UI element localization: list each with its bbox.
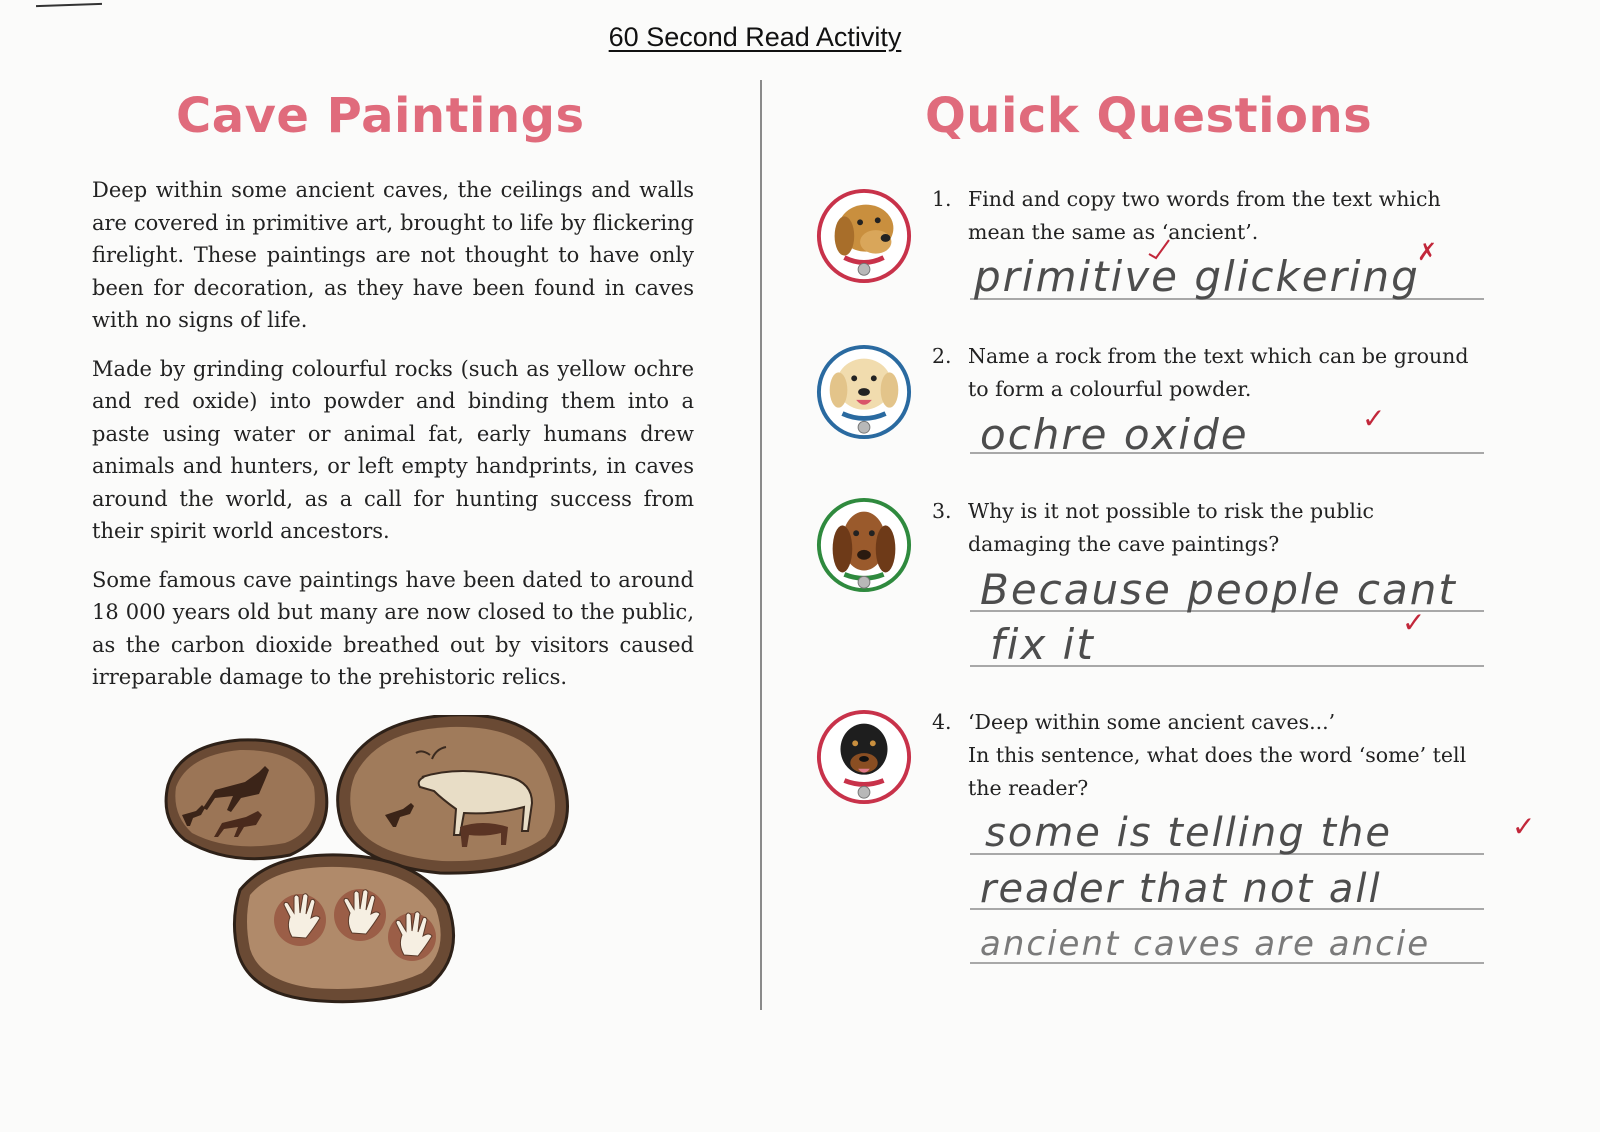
column-divider (760, 80, 762, 1010)
questions-title: Quick Questions (925, 88, 1373, 144)
question-text: to form a colourful powder. (968, 377, 1252, 401)
dog-avatar-icon (815, 708, 913, 806)
mark-symbol: ✗ (1417, 238, 1438, 266)
question-text: Find and copy two words from the text which (968, 187, 1441, 211)
passage-paragraph-2: Made by grinding colourful rocks (such as yellow ochre and red oxide) into powder and binding them into a paste using water or animal fat, early humans drew animals and hunters, or left empty handprints, in caves around the world, as a call for hunting success from their spirit world ancestors. (92, 356, 694, 543)
question-number: 3. (932, 499, 952, 523)
question-text: ‘Deep within some ancient caves...’ (968, 710, 1336, 734)
question-text: the reader? (968, 776, 1089, 800)
handwritten-answer: primitive glickering (974, 252, 1420, 301)
question-number: 1. (932, 187, 952, 211)
passage-paragraph-1: Deep within some ancient caves, the ceilings and walls are covered in primitive art, brought to life by flickering firelight. These paintings are not thought to have only been for decoration, as they have been found in caves with no signs of life. (92, 178, 694, 332)
question-text: mean the same as ‘ancient’. (968, 220, 1259, 244)
dog-avatar-icon (815, 187, 913, 285)
question-4 (932, 706, 1492, 805)
dog-avatar-icon (815, 343, 913, 441)
question-1 (932, 183, 1492, 249)
reading-passage (92, 174, 694, 710)
passage-title: Cave Paintings (176, 88, 585, 144)
corner-pen-mark (36, 3, 102, 7)
handwritten-answer: ochre oxide (980, 410, 1249, 459)
question-text: In this sentence, what does the word ‘some’ tell (968, 743, 1467, 767)
question-text: Name a rock from the text which can be ground (968, 344, 1469, 368)
question-3 (932, 495, 1492, 561)
question-text: damaging the cave paintings? (968, 532, 1280, 556)
dog-avatar-icon (815, 496, 913, 594)
question-number: 2. (932, 344, 952, 368)
question-2 (932, 340, 1492, 406)
activity-title: 60 Second Read Activity (608, 22, 902, 52)
mark-symbol: ✓ (1362, 402, 1386, 435)
question-number: 4. (932, 710, 952, 734)
handwritten-answer: some is telling the (985, 810, 1393, 856)
passage-paragraph-3: Some famous cave paintings have been dated to around 18 000 years old but many are now closed to the public, as the carbon dioxide breathed out by visitors caused irreparable damage to the prehistoric relics. (92, 567, 694, 689)
cave-paintings-illustration (160, 715, 600, 1005)
question-text: Why is it not possible to risk the public (968, 499, 1375, 523)
handwritten-answer: reader that not all (980, 866, 1382, 912)
handwritten-answer: ancient caves are ancie (980, 924, 1431, 964)
tick-mark-icon (1146, 236, 1172, 262)
handwritten-answer: fix it (990, 620, 1095, 669)
mark-symbol: ✓ (1402, 606, 1426, 639)
mark-symbol: ✓ (1512, 810, 1536, 843)
handwritten-answer: Because people cant (980, 565, 1457, 614)
